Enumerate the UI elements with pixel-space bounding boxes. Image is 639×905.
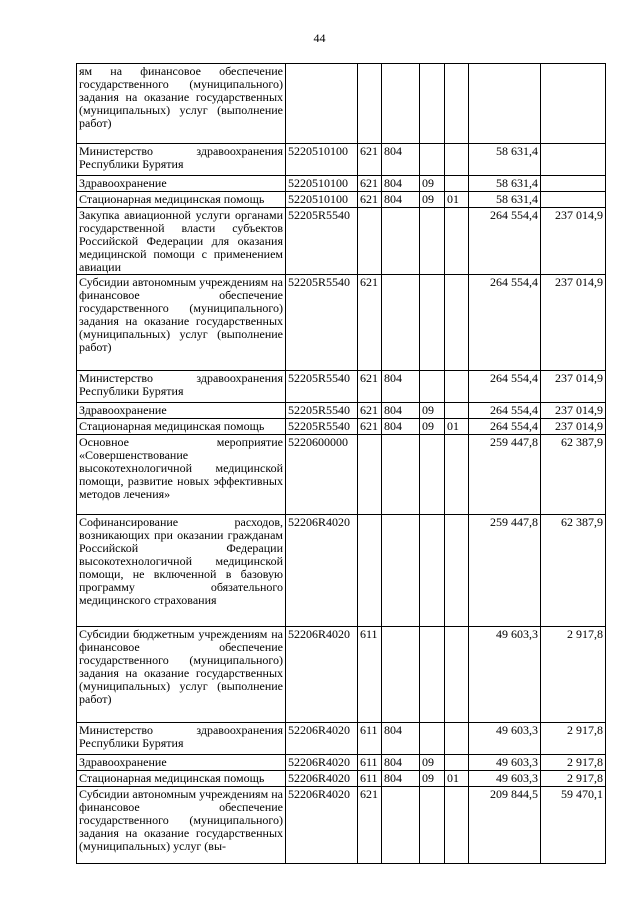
cell-rz xyxy=(382,275,420,371)
table-row xyxy=(77,64,606,144)
cell-name: Субсидии бюджетным учреждениям на финансовое обеспечение государственного (муниципального) задания на оказание государственных (муниципальных) услуг (выполнение работ) xyxy=(77,627,286,723)
cell-rz: 804 xyxy=(382,192,420,208)
cell-sum1: 49 603,3 xyxy=(469,755,541,771)
cell-sum2: 237 014,9 xyxy=(541,371,606,403)
cell-pr xyxy=(420,627,445,723)
cell-pr xyxy=(420,787,445,864)
cell-name: ям на финансовое обеспечение государственного (муниципального) задания на оказание государственных (муниципальных) услуг (выполнение работ) xyxy=(77,64,286,144)
cell-rz xyxy=(382,515,420,627)
cell-sum1: 49 603,3 xyxy=(469,627,541,723)
table-row xyxy=(77,176,606,192)
cell-sub: 01 xyxy=(445,419,469,435)
cell-pr: 09 xyxy=(420,419,445,435)
cell-pr: 09 xyxy=(420,755,445,771)
cell-code: 52206R4020 xyxy=(286,755,358,771)
cell-rz: 804 xyxy=(382,755,420,771)
cell-rz xyxy=(382,208,420,275)
cell-ved: 621 xyxy=(358,403,382,419)
cell-sub xyxy=(445,755,469,771)
cell-ved: 611 xyxy=(358,771,382,787)
cell-code: 52206R4020 xyxy=(286,515,358,627)
cell-sub xyxy=(445,64,469,144)
cell-sum1: 264 554,4 xyxy=(469,275,541,371)
cell-pr xyxy=(420,208,445,275)
cell-name: Субсидии автономным учреждениям на финансовое обеспечение государственного (муниципального) задания на оказание государственных (муниципальных) услуг (выполнение работ) xyxy=(77,275,286,371)
cell-code: 5220510100 xyxy=(286,192,358,208)
cell-rz: 804 xyxy=(382,144,420,176)
cell-ved: 621 xyxy=(358,192,382,208)
cell-ved: 621 xyxy=(358,371,382,403)
cell-name: Закупка авиационной услуги органами государственной власти субъектов Российской Федерации для оказания медицинской помощи с применением авиации xyxy=(77,208,286,275)
table-row xyxy=(77,144,606,176)
cell-sum2: 2 917,8 xyxy=(541,755,606,771)
cell-sum1: 264 554,4 xyxy=(469,371,541,403)
cell-name: Стационарная медицинская помощь xyxy=(77,192,286,208)
cell-ved xyxy=(358,515,382,627)
cell-pr xyxy=(420,64,445,144)
cell-code: 52205R5540 xyxy=(286,419,358,435)
cell-sum2: 2 917,8 xyxy=(541,627,606,723)
cell-name: Основное мероприятие «Совершенствование высокотехнологичной медицинской помощи, развитие новых эффективных методов лечения» xyxy=(77,435,286,515)
cell-sum1: 264 554,4 xyxy=(469,419,541,435)
cell-sum2: 237 014,9 xyxy=(541,208,606,275)
cell-name: Министерство здравоохранения Республики Бурятия xyxy=(77,723,286,755)
cell-sum1: 209 844,5 xyxy=(469,787,541,864)
cell-sub: 01 xyxy=(445,192,469,208)
cell-name: Здравоохранение xyxy=(77,403,286,419)
cell-sum1: 49 603,3 xyxy=(469,771,541,787)
table-row xyxy=(77,275,606,371)
cell-rz xyxy=(382,64,420,144)
cell-sum1: 264 554,4 xyxy=(469,208,541,275)
cell-name: Стационарная медицинская помощь xyxy=(77,419,286,435)
table-row xyxy=(77,723,606,755)
cell-sum2: 237 014,9 xyxy=(541,403,606,419)
cell-name: Стационарная медицинская помощь xyxy=(77,771,286,787)
cell-pr xyxy=(420,435,445,515)
cell-sub xyxy=(445,627,469,723)
cell-sum2 xyxy=(541,144,606,176)
cell-rz: 804 xyxy=(382,403,420,419)
budget-table xyxy=(76,63,606,864)
cell-sum1: 259 447,8 xyxy=(469,515,541,627)
cell-sub xyxy=(445,176,469,192)
cell-sub: 01 xyxy=(445,771,469,787)
cell-sub xyxy=(445,371,469,403)
table-row xyxy=(77,627,606,723)
cell-ved xyxy=(358,208,382,275)
table-row xyxy=(77,771,606,787)
table-row xyxy=(77,515,606,627)
cell-sum2: 2 917,8 xyxy=(541,771,606,787)
cell-ved: 611 xyxy=(358,627,382,723)
cell-sub xyxy=(445,787,469,864)
cell-sub xyxy=(445,435,469,515)
cell-sub xyxy=(445,144,469,176)
cell-sum2: 2 917,8 xyxy=(541,723,606,755)
cell-name: Здравоохранение xyxy=(77,755,286,771)
cell-rz xyxy=(382,787,420,864)
cell-code: 52205R5540 xyxy=(286,371,358,403)
cell-ved: 611 xyxy=(358,723,382,755)
cell-code: 52206R4020 xyxy=(286,771,358,787)
cell-sum1: 259 447,8 xyxy=(469,435,541,515)
cell-pr xyxy=(420,371,445,403)
cell-pr: 09 xyxy=(420,403,445,419)
cell-sub xyxy=(445,208,469,275)
cell-code: 52205R5540 xyxy=(286,403,358,419)
cell-ved: 621 xyxy=(358,275,382,371)
cell-sum1: 58 631,4 xyxy=(469,176,541,192)
cell-code: 5220600000 xyxy=(286,435,358,515)
cell-pr: 09 xyxy=(420,192,445,208)
cell-ved: 621 xyxy=(358,787,382,864)
cell-sum1: 58 631,4 xyxy=(469,192,541,208)
cell-ved: 611 xyxy=(358,755,382,771)
table-row xyxy=(77,419,606,435)
cell-sum1: 58 631,4 xyxy=(469,144,541,176)
cell-sub xyxy=(445,275,469,371)
cell-ved: 621 xyxy=(358,176,382,192)
cell-rz: 804 xyxy=(382,419,420,435)
table-row xyxy=(77,755,606,771)
cell-name: Субсидии автономным учреждениям на финансовое обеспечение государственного (муниципального) задания на оказание государственных (муниципальных) услуг (вы- xyxy=(77,787,286,864)
cell-pr xyxy=(420,723,445,755)
cell-sum2: 62 387,9 xyxy=(541,435,606,515)
cell-pr: 09 xyxy=(420,771,445,787)
cell-sum1 xyxy=(469,64,541,144)
cell-rz xyxy=(382,627,420,723)
cell-rz: 804 xyxy=(382,771,420,787)
cell-sub xyxy=(445,515,469,627)
table-row xyxy=(77,208,606,275)
page-number: 44 xyxy=(313,31,326,45)
cell-name: Здравоохранение xyxy=(77,176,286,192)
table-row xyxy=(77,435,606,515)
cell-rz: 804 xyxy=(382,371,420,403)
cell-ved: 621 xyxy=(358,419,382,435)
cell-code: 52206R4020 xyxy=(286,787,358,864)
cell-sub xyxy=(445,403,469,419)
cell-name: Министерство здравоохранения Республики Бурятия xyxy=(77,144,286,176)
cell-ved xyxy=(358,64,382,144)
cell-sum2: 237 014,9 xyxy=(541,275,606,371)
cell-code: 52205R5540 xyxy=(286,275,358,371)
cell-code: 5220510100 xyxy=(286,144,358,176)
cell-rz xyxy=(382,435,420,515)
table-row xyxy=(77,192,606,208)
cell-pr xyxy=(420,144,445,176)
cell-pr: 09 xyxy=(420,176,445,192)
cell-sum2: 62 387,9 xyxy=(541,515,606,627)
cell-name: Министерство здравоохранения Республики Бурятия xyxy=(77,371,286,403)
cell-code: 5220510100 xyxy=(286,176,358,192)
cell-sum1: 264 554,4 xyxy=(469,403,541,419)
cell-sum2: 59 470,1 xyxy=(541,787,606,864)
cell-name: Софинансирование расходов, возникающих при оказании гражданам Российской Федерации высокотехнологичной медицинской помощи, не включенной в базовую программу обязательного медицинского страхования xyxy=(77,515,286,627)
table-row xyxy=(77,403,606,419)
cell-code: 52205R5540 xyxy=(286,208,358,275)
table-body xyxy=(77,64,606,864)
cell-sub xyxy=(445,723,469,755)
cell-sum2 xyxy=(541,64,606,144)
table-row xyxy=(77,787,606,864)
cell-sum2: 237 014,9 xyxy=(541,419,606,435)
cell-sum1: 49 603,3 xyxy=(469,723,541,755)
cell-rz: 804 xyxy=(382,176,420,192)
cell-sum2 xyxy=(541,176,606,192)
cell-sum2 xyxy=(541,192,606,208)
cell-code: 52206R4020 xyxy=(286,627,358,723)
cell-pr xyxy=(420,275,445,371)
table-row xyxy=(77,371,606,403)
cell-code xyxy=(286,64,358,144)
cell-ved xyxy=(358,435,382,515)
cell-rz: 804 xyxy=(382,723,420,755)
cell-ved: 621 xyxy=(358,144,382,176)
cell-code: 52206R4020 xyxy=(286,723,358,755)
cell-pr xyxy=(420,515,445,627)
